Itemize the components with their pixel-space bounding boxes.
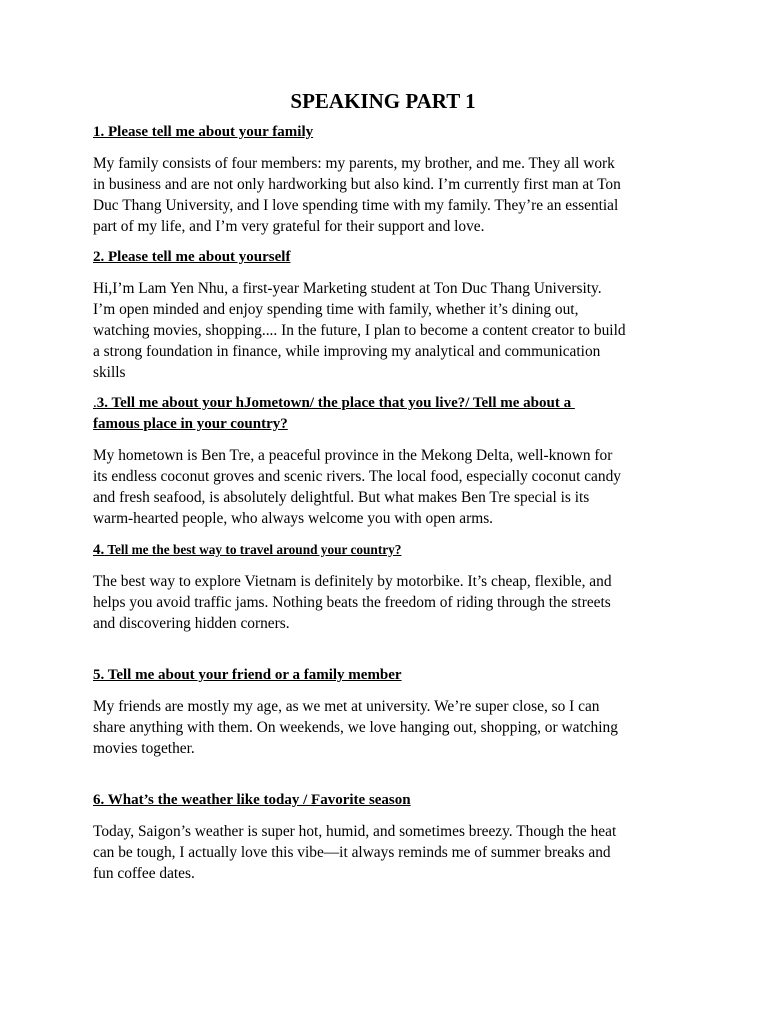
blank-line (93, 769, 683, 790)
answer-line: share anything with them. On weekends, we love hanging out, shopping, or watching (93, 719, 618, 736)
answer-line: I’m open minded and enjoy spending time with family, whether it’s dining out, (93, 301, 579, 318)
answer-line: skills (93, 364, 126, 381)
answer-1 (93, 153, 683, 237)
answer-line: in business and are not only hardworking but also kind. I’m currently first man at Ton (93, 176, 621, 193)
question-3 (93, 393, 683, 435)
answer-line: its endless coconut groves and scenic rivers. The local food, especially coconut candy (93, 468, 621, 485)
answer-2 (93, 278, 683, 383)
answer-line: helps you avoid traffic jams. Nothing beats the freedom of riding through the streets (93, 594, 611, 611)
page-title: SPEAKING PART 1 (290, 89, 476, 113)
answer-line: My hometown is Ben Tre, a peaceful province in the Mekong Delta, well-known for (93, 447, 613, 464)
answer-line: and fresh seafood, is absolutely delightful. But what makes Ben Tre special is its (93, 489, 590, 506)
answer-line: My friends are mostly my age, as we met at university. We’re super close, so I can (93, 698, 600, 715)
question-text: Tell me the best way to travel around your country? (104, 542, 402, 557)
answer-line: watching movies, shopping.... In the future, I plan to become a content creator to build (93, 322, 626, 339)
answer-line: Today, Saigon’s weather is super hot, humid, and sometimes breezy. Though the heat (93, 823, 617, 840)
question-line (93, 393, 683, 414)
answer-3 (93, 445, 683, 529)
answer-line: and discovering hidden corners. (93, 615, 290, 632)
question-1: 1. Please tell me about your family (93, 124, 314, 140)
question-5: 5. Tell me about your friend or a family member (93, 667, 402, 683)
question-line: famous place in your country? (93, 416, 288, 432)
answer-line: The best way to explore Vietnam is definitely by motorbike. It’s cheap, flexible, and (93, 573, 612, 590)
question-2: 2. Please tell me about yourself (93, 249, 291, 265)
question-line-text: 3. Tell me about your hJometown/ the place that you live?/ Tell me about a (96, 395, 575, 411)
question-4 (93, 539, 683, 561)
answer-5 (93, 696, 683, 759)
answer-line: Hi,I’m Lam Yen Nhu, a first-year Marketing student at Ton Duc Thang University. (93, 280, 602, 297)
question-prefix: . (93, 395, 97, 411)
answer-line: Duc Thang University, and I love spending time with my family. They’re an essential (93, 197, 619, 214)
question-number: 4. (93, 542, 105, 558)
answer-line: fun coffee dates. (93, 865, 195, 882)
answer-4 (93, 571, 683, 634)
answer-line: My family consists of four members: my parents, my brother, and me. They all work (93, 155, 615, 172)
answer-line: can be tough, I actually love this vibe—it always reminds me of summer breaks and (93, 844, 611, 861)
answer-line: warm-hearted people, who always welcome you with open arms. (93, 510, 494, 527)
answer-6 (93, 821, 683, 884)
question-6: 6. What’s the weather like today / Favorite season (93, 792, 411, 808)
answer-line: part of my life, and I’m very grateful for their support and love. (93, 218, 485, 235)
answer-line: movies together. (93, 740, 195, 757)
blank-line (93, 644, 683, 665)
document-content (93, 88, 683, 894)
answer-line: a strong foundation in finance, while improving my analytical and communication (93, 343, 601, 360)
